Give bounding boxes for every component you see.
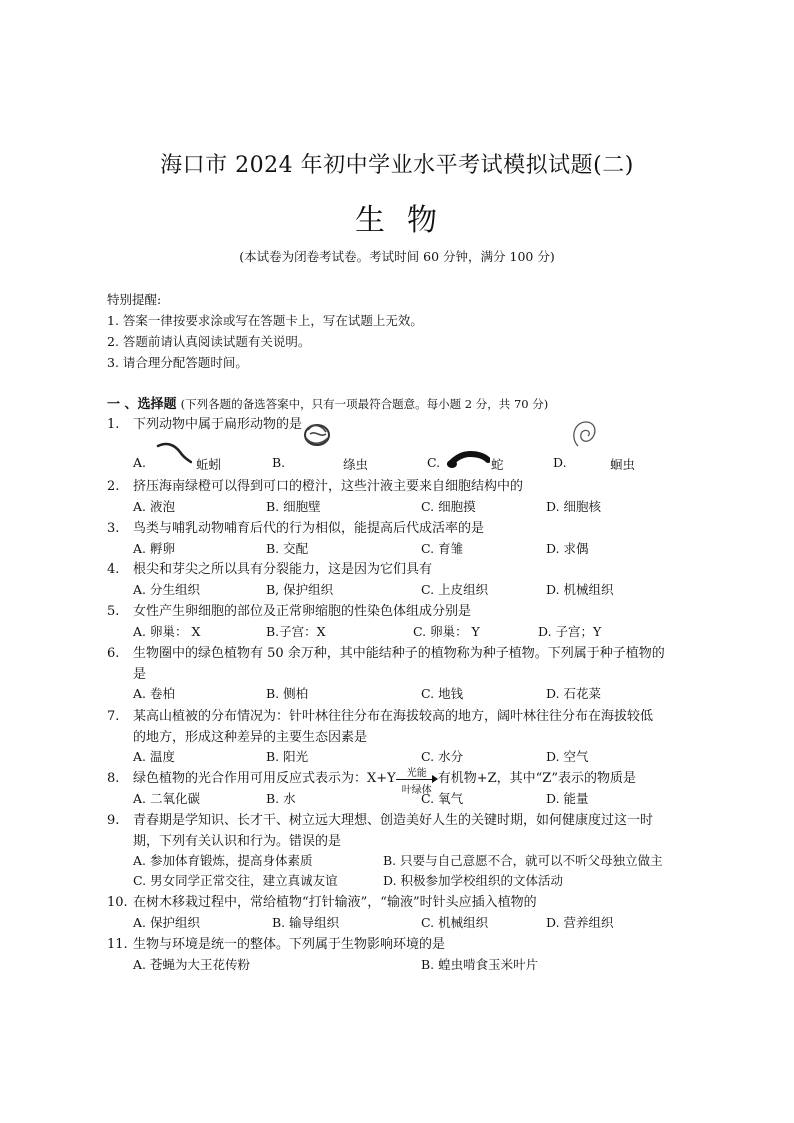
- option-b: B, 保护组织: [266, 582, 334, 597]
- option-a: A. 参加体育锻炼，提高身体素质: [133, 853, 313, 868]
- question-11: [107, 933, 697, 952]
- question-2: [107, 475, 697, 494]
- option-a: A. 液泡: [133, 499, 175, 514]
- option-label: B.: [272, 455, 286, 470]
- option-d: D. 子宫；Y: [538, 624, 602, 639]
- question-stem: 绿色植物的光合作用可用反应式表示为：X+Y: [133, 771, 396, 786]
- question-9-cont: [107, 830, 697, 849]
- option-c: C. 水分: [421, 749, 464, 764]
- question-stem: 青春期是学知识、长才干、树立远大理想、创造美好人生的关键时期，如何健康度过这一时: [133, 813, 654, 828]
- option-d: D. 细胞核: [546, 499, 602, 514]
- option-a: A. 卵巢： X: [133, 624, 201, 639]
- tips-block: [107, 289, 423, 373]
- question-number: 3.: [107, 521, 120, 536]
- question-stem: 某高山植被的分布情况为：针叶林往往分布在海拔较高的地方，阔叶林往往分布在海拔较低: [133, 709, 654, 724]
- question-9: [107, 809, 697, 828]
- option-a: A. 孵卵: [133, 541, 175, 556]
- option-a: A. 保护组织: [133, 915, 200, 930]
- arrow-condition-top: 光能: [406, 767, 427, 779]
- question-stem-tail: 有机物+Z，其中“Z”表示的物质是: [437, 771, 636, 786]
- question-stem: 挤压海南绿橙可以得到可口的橙汁，这些汁液主要来自细胞结构中的: [133, 479, 524, 494]
- option-a: A. 温度: [133, 749, 175, 764]
- question-10: [107, 891, 697, 910]
- question-number: 5.: [107, 604, 120, 619]
- question-number: 11.: [107, 937, 128, 952]
- option-c: C. 育雏: [421, 541, 464, 556]
- question-stem-cont: 期，下列有关认识和行为。错误的是: [133, 834, 342, 849]
- option-a: A. 分生组织: [133, 582, 200, 597]
- section-heading: [107, 393, 548, 412]
- question-number: 1.: [107, 417, 120, 432]
- option-b: B. 输导组织: [272, 915, 340, 930]
- option-b: B. 侧柏: [266, 686, 309, 701]
- option-a: A. 二氧化碳: [133, 791, 200, 806]
- option-d: D. 空气: [546, 749, 589, 764]
- question-7-cont: [107, 726, 697, 745]
- option-b: B. 只要与自己意愿不合，就可以不听父母独立做主: [383, 853, 663, 868]
- option-b: B. 水: [266, 791, 296, 806]
- question-7: [107, 705, 697, 724]
- option-label: D.: [553, 455, 567, 470]
- arrow-condition-bottom: 叶绿体: [401, 784, 432, 796]
- option-a: A. 卷柏: [133, 686, 175, 701]
- question-number: 8.: [107, 771, 120, 786]
- question-stem: 生物与环境是统一的整体。下列属于生物影响环境的是: [133, 937, 446, 952]
- option-d: D. 机械组织: [546, 582, 614, 597]
- question-stem: 下列动物中属于扁形动物的是: [133, 417, 303, 432]
- option-c: C. 机械组织: [421, 915, 489, 930]
- reaction-arrow: [396, 767, 438, 796]
- question-6: [107, 642, 697, 661]
- question-stem-cont: 的地方，形成这种差异的主要生态因素是: [133, 730, 368, 745]
- section-desc: (下列各题的备选答案中，只有一项最符合题意。每小题 2 分，共 70 分): [180, 397, 549, 411]
- question-8: [107, 767, 697, 796]
- option-b: B. 细胞壁: [266, 499, 321, 514]
- question-number: 4.: [107, 562, 120, 577]
- question-number: 9.: [107, 813, 120, 828]
- tips-heading: 特别提醒:: [107, 292, 162, 307]
- option-c: C. 上皮组织: [421, 582, 489, 597]
- option-c: C. 地钱: [421, 686, 464, 701]
- option-a: A. 苍蝇为大王花传粉: [133, 957, 250, 972]
- exam-title: 海口市 2024 年初中学业水平考试模拟试题(二): [160, 153, 634, 178]
- question-4: [107, 558, 697, 577]
- option-d: D. 石花菜: [546, 686, 602, 701]
- option-label: A.: [133, 455, 147, 470]
- option-text: 蚯蚓: [196, 457, 222, 472]
- question-stem: 根尖和芽尖之所以具有分裂能力，这是因为它们具有: [133, 562, 433, 577]
- tip-item: 1. 答案一律按要求涂或写在答题卡上，写在试题上无效。: [107, 313, 423, 328]
- option-c: C. 男女同学正常交往，建立真诚友谊: [133, 873, 338, 888]
- option-b: B. 交配: [266, 541, 309, 556]
- question-number: 10.: [107, 895, 128, 910]
- option-b: B. 阳光: [266, 749, 309, 764]
- question-stem: 生物圈中的绿色植物有 50 余万种，其中能结种子的植物称为种子植物。下列属于种子植物的: [133, 646, 665, 661]
- option-d: D. 营养组织: [546, 915, 614, 930]
- earthworm-image: [156, 440, 192, 464]
- option-d: D. 求偶: [546, 541, 589, 556]
- question-3: [107, 517, 697, 536]
- question-5: [107, 600, 697, 619]
- question-number: 7.: [107, 709, 120, 724]
- option-c: C. 氧气: [421, 791, 464, 806]
- option-c: C. 细胞摸: [421, 499, 476, 514]
- option-d: D. 积极参加学校组织的文体活动: [383, 873, 564, 888]
- tip-item: 3. 请合理分配答题时间。: [107, 355, 248, 370]
- option-text: 蛔虫: [610, 457, 636, 472]
- option-c: C. 卵巢： Y: [413, 624, 480, 639]
- question-1: [107, 413, 697, 432]
- option-text: 蛇: [491, 457, 504, 472]
- question-number: 6.: [107, 646, 120, 661]
- option-b: B.子宫：X: [266, 624, 326, 639]
- section-name: 一 、选择题: [107, 397, 177, 412]
- option-label: C.: [427, 455, 441, 470]
- subject-title: 生物: [355, 203, 459, 238]
- snake-image: [446, 446, 490, 470]
- tip-item: 2. 答题前请认真阅读试题有关说明。: [107, 334, 311, 349]
- roundworm-image: [568, 418, 602, 452]
- question-stem: 在树木移栽过程中，常给植物“打针输液”，“输液”时针头应插入植物的: [133, 895, 537, 910]
- question-number: 2.: [107, 479, 120, 494]
- question-stem: 女性产生卵细胞的部位及正常卵缩胞的性染色体组成分别是: [133, 604, 472, 619]
- exam-note: (本试卷为闭卷考试卷。考试时间 60 分钟，满分 100 分): [239, 249, 555, 264]
- question-6-cont: [107, 663, 697, 682]
- option-d: D. 能量: [546, 791, 589, 806]
- question-stem: 鸟类与哺乳动物哺育后代的行为相似，能提高后代成活率的是: [133, 521, 485, 536]
- tapeworm-image: [300, 418, 336, 452]
- option-b: B. 蝗虫啃食玉米叶片: [421, 957, 539, 972]
- option-text: 绦虫: [343, 457, 369, 472]
- question-stem-cont: 是: [133, 667, 147, 682]
